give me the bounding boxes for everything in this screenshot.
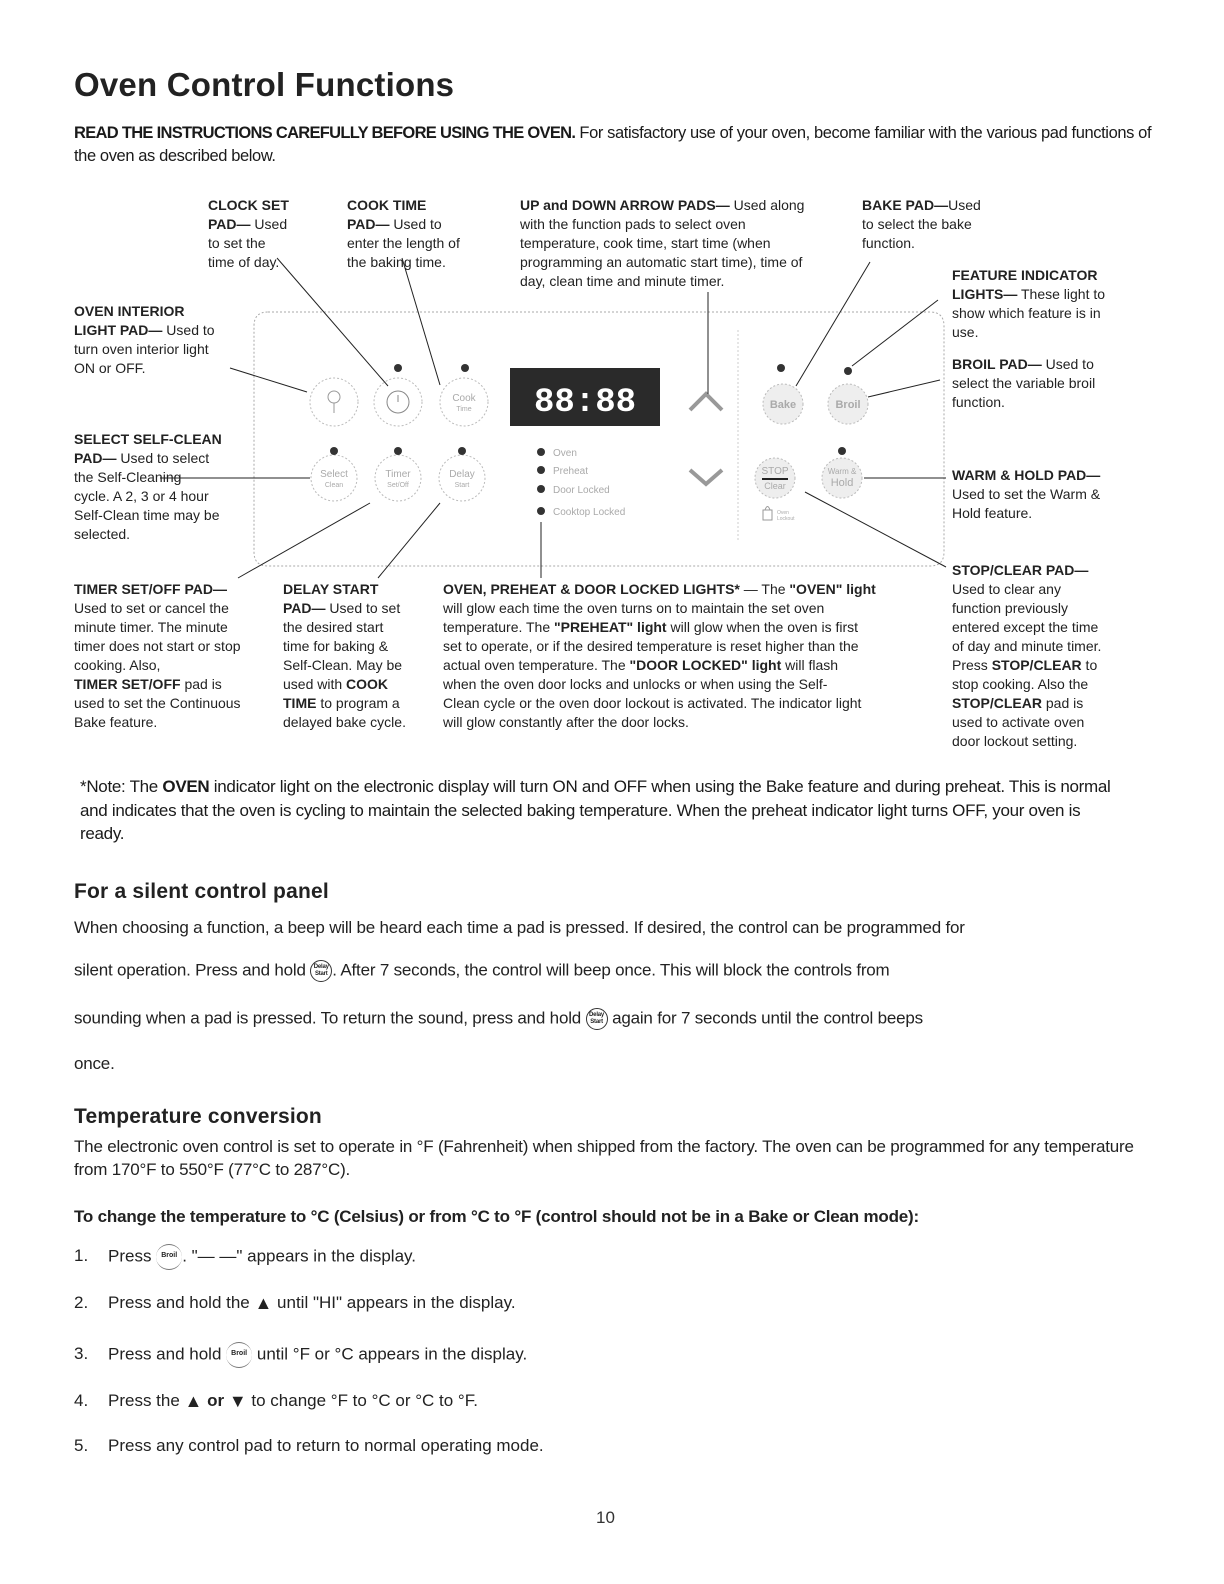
clock-set-line3: time of day. <box>208 254 280 270</box>
bake-line2: to select the bake <box>862 216 972 232</box>
delay-line6b: to program a <box>316 695 400 711</box>
delay-callout <box>283 580 438 732</box>
step-text-a: Press and hold <box>108 1344 227 1364</box>
feature-lights-line2: show which feature is in <box>952 305 1101 321</box>
cook-time-line3: the baking time. <box>347 254 446 270</box>
step-text-b: . "— —" appears in the display. <box>182 1246 416 1266</box>
broil-indicator-light <box>844 367 852 375</box>
self-clean-line2: the Self-Cleaning <box>74 469 182 485</box>
stop-clear-press-bold: STOP/CLEAR <box>991 657 1082 673</box>
timer-heading: TIMER SET/OFF PAD— <box>74 581 227 597</box>
self-clean-callout <box>74 430 254 544</box>
silent-line2 <box>74 960 1174 982</box>
warm-hold-pad[interactable] <box>822 447 862 498</box>
bake-line3: function. <box>862 235 915 251</box>
warm-hold-callout <box>952 466 1142 523</box>
timer-callout <box>74 580 279 732</box>
oven-lockout-icon <box>763 507 795 523</box>
stop-clear-line6: stop cooking. Also the <box>952 676 1089 692</box>
svg-text:Hold: Hold <box>830 477 854 489</box>
clock-set-callout: CLOCK SET PAD— Used to set the time of day. <box>208 196 338 272</box>
step-2 <box>74 1293 516 1314</box>
silent-line3b: again for 7 seconds until the control beeps <box>607 1008 923 1028</box>
self-clean-heading2: PAD— <box>74 450 117 466</box>
broil-pad-icon: Broil <box>156 1244 182 1270</box>
note-prefix: *Note: The <box>80 777 163 796</box>
broil-pad[interactable] <box>828 367 868 424</box>
svg-text:Oven: Oven <box>553 448 577 459</box>
svg-text:Warm &: Warm & <box>827 467 857 476</box>
clock-set-line1: Used <box>254 216 288 232</box>
interior-light-heading2: LIGHT PAD— <box>74 322 163 338</box>
broil-heading: BROIL PAD— <box>952 356 1042 372</box>
lights-oven-bold: "OVEN" light <box>789 581 876 597</box>
stop-clear-rest2: pad is <box>1041 695 1084 711</box>
timer-set-off-pad[interactable] <box>375 447 421 501</box>
step-1 <box>74 1244 416 1270</box>
digital-display <box>510 368 660 426</box>
timer-line7: Bake feature. <box>74 714 158 730</box>
bake-heading: BAKE PAD— <box>862 197 949 213</box>
step-text-b: until "HI" appears in the display. <box>272 1293 516 1312</box>
interior-light-line1: Used to <box>166 322 215 338</box>
feature-lights-heading: FEATURE INDICATOR <box>952 267 1098 283</box>
arrows-callout <box>520 196 860 291</box>
feature-lights-line3: use. <box>952 324 979 340</box>
up-arrow-pad[interactable] <box>690 394 722 410</box>
stop-clear-line1: Used to clear any <box>952 581 1061 597</box>
clean-indicator-light <box>330 447 338 455</box>
svg-text:Select: Select <box>320 469 348 480</box>
interior-light-line3: ON or OFF. <box>74 360 146 376</box>
broil-callout <box>952 355 1142 412</box>
down-arrow-pad[interactable] <box>690 470 722 484</box>
temp-subheading: To change the temperature to °C (Celsius) or from °C to °F (control should not be in a Bake or Clean mode): <box>74 1207 919 1226</box>
lights-line2a: temperature. The <box>443 619 555 635</box>
arrows-line2: with the function pads to select oven <box>520 216 746 232</box>
silent-line4: once. <box>74 1054 115 1073</box>
step-num: 3. <box>74 1344 89 1364</box>
delay-line4: Self-Clean. May be <box>283 657 403 673</box>
stop-clear-line9: door lockout setting. <box>952 733 1078 749</box>
delay-start-pad[interactable] <box>439 447 485 501</box>
self-clean-heading: SELECT SELF-CLEAN <box>74 431 222 447</box>
timer-bold: TIMER SET/OFF <box>74 676 181 692</box>
self-clean-line4: Self-Clean time may be <box>74 507 220 523</box>
delay-line2: the desired start <box>283 619 384 635</box>
delay-icon-top: Delay <box>589 1012 605 1018</box>
cook-time-pad-label-1: Cook <box>452 393 476 404</box>
arrows-line5: day, clean time and minute timer. <box>520 273 725 289</box>
timer-line6: used to set the Continuous <box>74 695 241 711</box>
broil-line2: select the variable broil <box>952 375 1096 391</box>
delay-icon-bottom: Start <box>314 971 328 977</box>
clock-indicator-light <box>394 364 402 372</box>
svg-text:Door Locked: Door Locked <box>553 485 610 496</box>
lights-line4a: actual oven temperature. The <box>443 657 630 673</box>
step-5 <box>74 1436 544 1456</box>
delay-heading: DELAY START <box>283 581 379 597</box>
delay-start-icon <box>310 960 332 982</box>
step-text-a: Press and hold the <box>108 1293 255 1312</box>
delay-line7: delayed bake cycle. <box>283 714 406 730</box>
silent-line3 <box>74 1008 1174 1030</box>
step-text-a: Press the <box>108 1391 185 1410</box>
interior-light-callout <box>74 302 244 378</box>
lights-line6: Clean cycle or the oven door lockout is activated. The indicator light <box>443 695 862 711</box>
delay-line1: Used to set <box>329 600 401 616</box>
lights-line4b: "DOOR LOCKED" light <box>629 657 782 673</box>
temp-body: The electronic oven control is set to operate in °F (Fahrenheit) when shipped from the factory. The oven can be programmed for any temperature from 170°F to 550°F (77°C to 287°C). <box>74 1137 1134 1179</box>
cook-time-line2: enter the length of <box>347 235 460 251</box>
svg-text:Broil: Broil <box>835 399 861 411</box>
silent-line1: When choosing a function, a beep will be heard each time a pad is pressed. If desired, the control can be programmed for <box>74 918 965 937</box>
stop-clear-callout <box>952 561 1132 751</box>
silent-line2b: . After 7 seconds, the control will beep once. This will block the controls from <box>332 960 890 980</box>
silent-line2a: silent operation. Press and hold <box>74 960 311 980</box>
arrows-line1: Used along <box>733 197 805 213</box>
intro-text: For satisfactory use of your oven, become familiar with the various pad functions of the oven as described below. <box>74 124 1152 165</box>
delay-start-icon <box>586 1008 608 1030</box>
broil-line3: function. <box>952 394 1005 410</box>
svg-text:Clean: Clean <box>324 482 344 489</box>
timer-indicator-light <box>394 447 402 455</box>
page-title: Oven Control Functions <box>74 66 455 103</box>
delay-line5a: used with <box>283 676 347 692</box>
stop-clear-line3: entered except the time <box>952 619 1099 635</box>
status-lights <box>537 448 625 518</box>
step-num: 1. <box>74 1246 89 1266</box>
cook-time-heading: COOK TIME <box>347 197 427 213</box>
delay-indicator-light <box>458 447 466 455</box>
timer-line5: pad is <box>180 676 222 692</box>
stop-clear-press-rest: to <box>1081 657 1098 673</box>
stop-clear-bold2: STOP/CLEAR <box>952 695 1042 711</box>
feature-lights-line1: These light to <box>1020 286 1106 302</box>
step-3 <box>74 1342 527 1368</box>
intro-warning: READ THE INSTRUCTIONS CAREFULLY BEFORE USING THE OVEN. <box>74 124 576 142</box>
lights-line4c: will flash <box>781 657 839 673</box>
svg-text:Clear: Clear <box>764 481 786 491</box>
bake-callout <box>862 196 1012 253</box>
broil-line1: Used to <box>1045 356 1094 372</box>
stop-clear-line4: of day and minute timer. <box>952 638 1102 654</box>
delay-line6a: TIME <box>283 695 317 711</box>
svg-text:Set/Off: Set/Off <box>387 482 409 489</box>
lights-line3: set to operate, or if the desired temperature is reset higher than the <box>443 638 859 654</box>
stop-clear-press: Press <box>952 657 992 673</box>
svg-text:Cooktop Locked: Cooktop Locked <box>553 507 626 518</box>
note-text: indicator light on the electronic display will turn ON and OFF when using the Bake feature and during preheat. This is normal and indicates that the oven is cycling to maintain the selected baking temperature. When the preheat indicator light turns OFF, your oven is ready. <box>80 777 1111 843</box>
select-clean-pad[interactable] <box>311 447 357 501</box>
lights-callout <box>443 580 943 732</box>
warm-hold-indicator-light <box>838 447 846 455</box>
silent-heading: For a silent control panel <box>74 880 329 903</box>
svg-text:STOP: STOP <box>761 466 789 477</box>
page-number: 10 <box>596 1508 615 1527</box>
svg-text:Lockout: Lockout <box>777 516 795 522</box>
arrows-line3: temperature, cook time, start time (when <box>520 235 771 251</box>
note-bold: OVEN <box>162 777 210 796</box>
arrows-line4: programming an automatic start time), time of <box>520 254 803 270</box>
svg-text:Oven: Oven <box>777 510 789 516</box>
feature-lights-callout <box>952 266 1136 342</box>
stop-clear-line2: function previously <box>952 600 1068 616</box>
cook-time-callout: COOK TIME PAD— Used to enter the length of the baking time. <box>347 196 497 272</box>
up-arrow-icon: ▲ <box>184 1391 203 1412</box>
step-text-b: to change °F to °C or °C to °F. <box>246 1391 478 1410</box>
step-text-a: Press <box>108 1246 157 1266</box>
svg-text:Start: Start <box>454 482 470 489</box>
lights-line2c: will glow when the oven is first <box>666 619 859 635</box>
delay-heading2: PAD— <box>283 600 326 616</box>
step-4 <box>74 1391 478 1412</box>
bake-pad[interactable] <box>763 364 803 424</box>
lights-line5: when the oven door locks and unlocks or when using the Self- <box>443 676 828 692</box>
step-num: 5. <box>74 1436 89 1455</box>
clock-set-line2: to set the <box>208 235 266 251</box>
step-text-b: until °F or °C appears in the display. <box>252 1344 528 1364</box>
timer-line4: cooking. Also, <box>74 657 161 673</box>
interior-light-heading: OVEN INTERIOR <box>74 303 185 319</box>
lights-head-rest: — The <box>739 581 790 597</box>
stop-clear-line8: used to activate oven <box>952 714 1085 730</box>
warm-hold-line2: Hold feature. <box>952 505 1033 521</box>
delay-line5b: COOK <box>346 676 389 692</box>
stop-clear-heading: STOP/CLEAR PAD— <box>952 562 1089 578</box>
svg-text:Delay: Delay <box>449 469 475 480</box>
delay-icon-bottom: Start <box>590 1019 603 1025</box>
interior-light-line2: turn oven interior light <box>74 341 209 357</box>
bake-indicator-light <box>777 364 785 372</box>
self-clean-line1: Used to select <box>120 450 210 466</box>
clock-set-pad[interactable] <box>374 364 422 426</box>
lights-line2b: "PREHEAT" light <box>554 619 667 635</box>
up-arrow-icon: ▲ <box>254 1293 273 1314</box>
timer-line2: minute timer. The minute <box>74 619 228 635</box>
down-arrow-icon: ▼ <box>228 1391 247 1412</box>
stop-clear-pad[interactable] <box>755 458 795 498</box>
self-clean-line5: selected. <box>74 526 131 542</box>
silent-line3a: sounding when a pad is pressed. To return the sound, press and hold <box>74 1008 586 1028</box>
svg-text:Preheat: Preheat <box>553 466 589 477</box>
temp-heading: Temperature conversion <box>74 1105 322 1128</box>
lights-heading: OVEN, PREHEAT & DOOR LOCKED LIGHTS* <box>443 581 740 597</box>
feature-lights-heading2: LIGHTS— <box>952 286 1018 302</box>
warm-hold-heading: WARM & HOLD PAD— <box>952 467 1101 483</box>
step-num: 4. <box>74 1391 89 1410</box>
arrows-heading: UP and DOWN ARROW PADS— <box>520 197 730 213</box>
timer-line1: Used to set or cancel the <box>74 600 229 616</box>
cook-time-pad[interactable] <box>440 364 488 426</box>
cook-time-pad-label-2: Time <box>456 406 472 413</box>
svg-text:Bake: Bake <box>769 399 797 411</box>
step-num: 2. <box>74 1293 89 1312</box>
step-text-a: Press any control pad to return to normal operating mode. <box>108 1436 544 1455</box>
step-or: or <box>202 1391 229 1410</box>
display-digits: 88:88 <box>533 384 637 422</box>
cook-time-indicator-light <box>461 364 469 372</box>
light-pad[interactable] <box>310 378 358 426</box>
bake-line1: Used <box>948 197 981 213</box>
lights-line1: will glow each time the oven turns on to maintain the set oven <box>443 600 825 616</box>
delay-icon-top: Delay <box>313 964 329 970</box>
timer-line3: timer does not start or stop <box>74 638 241 654</box>
svg-text:Timer: Timer <box>385 469 411 480</box>
clock-set-heading: CLOCK SET <box>208 197 289 213</box>
lights-line7: will glow constantly after the door locks. <box>443 714 689 730</box>
self-clean-line3: cycle. A 2, 3 or 4 hour <box>74 488 209 504</box>
delay-line3: time for baking & <box>283 638 389 654</box>
oven-light-note <box>80 775 1120 846</box>
broil-pad-icon: Broil <box>226 1342 252 1368</box>
warm-hold-line1: Used to set the Warm & <box>952 486 1101 502</box>
